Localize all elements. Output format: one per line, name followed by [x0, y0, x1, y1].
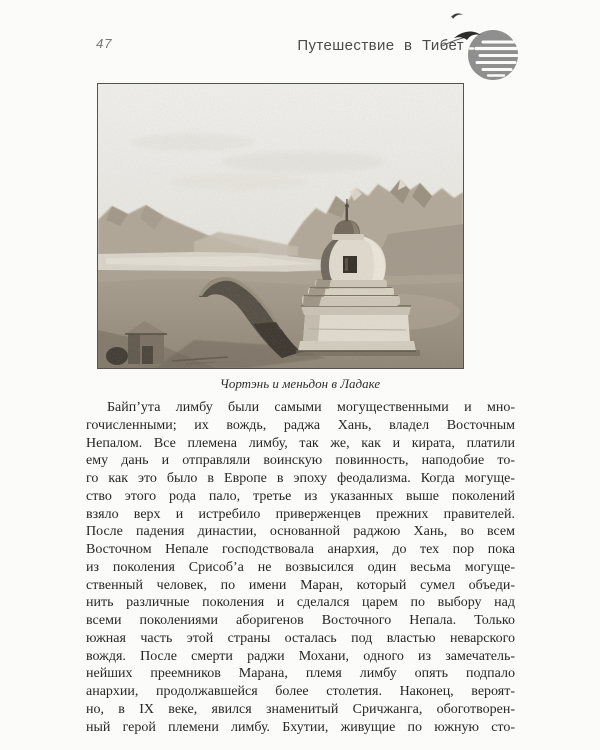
body-line: Восточном Непале господствовала анархия, до тех пор пока	[86, 542, 515, 557]
body-line: но, в IX веке, явился знаменитый Сричжанга, обоготворен-	[86, 701, 515, 717]
figure-caption: Чортэнь и меньдон в Ладаке	[219, 376, 381, 391]
running-header-title: Путешествие в Тибет	[297, 37, 464, 54]
body-line: нейших преемников Марана, племя лимбу опять подпало	[86, 666, 515, 682]
body-paragraph	[86, 399, 515, 736]
figure-photo-frame	[97, 83, 464, 369]
body-line: анархии, продолжавшейся более столетия. Наконец, вероят-	[86, 684, 515, 699]
body-line: ему дань и отправляли воинскую повинность, наподобие то-	[86, 453, 515, 469]
body-line: нить различные поколения и сделался царем по выбору над	[86, 595, 515, 611]
body-line: Байп’ута лимбу были самыми могущественными и мно-	[107, 400, 515, 415]
body-line: Непалом. Все племена лимбу, так же, как и кирата, платили	[86, 435, 515, 451]
photo-grain-overlay	[98, 84, 463, 368]
body-line: После падения династии, основанной раджою Хань, во всем	[86, 524, 515, 540]
body-line: взяло верх и истребило приверженцев прежних правителей.	[86, 506, 515, 522]
figure-photo-chorten	[98, 84, 463, 368]
body-line: ство этого рода пало, третье из указанных выше поколений	[86, 488, 515, 504]
body-line: гочисленными; их вождь, раджа Хань, владел Восточным	[86, 417, 515, 433]
body-line: южная часть этой страны осталась под властью неварского	[86, 630, 515, 646]
body-line: из поколения Срисоб’а не возвысился один весьма могуще-	[86, 559, 515, 575]
body-line: всеми поколениями аборигенов Восточного Непала. Только	[86, 613, 515, 628]
body-line: ственный человек, по имени Маран, который сумел объеди-	[86, 577, 515, 593]
body-line: вождя. После смерти раджи Мохани, одного из замечатель-	[86, 648, 515, 664]
bird-trail-line	[442, 37, 467, 46]
body-line: ный герой племени лимбу. Бхутии, живущие по южную сто-	[86, 719, 515, 735]
page-number: 47	[96, 36, 113, 51]
small-bird-icon	[450, 13, 463, 19]
body-line: го как это было в Европе в эпоху феодализма. Когда могуще-	[86, 471, 515, 486]
moon-birds-logo	[436, 4, 526, 84]
